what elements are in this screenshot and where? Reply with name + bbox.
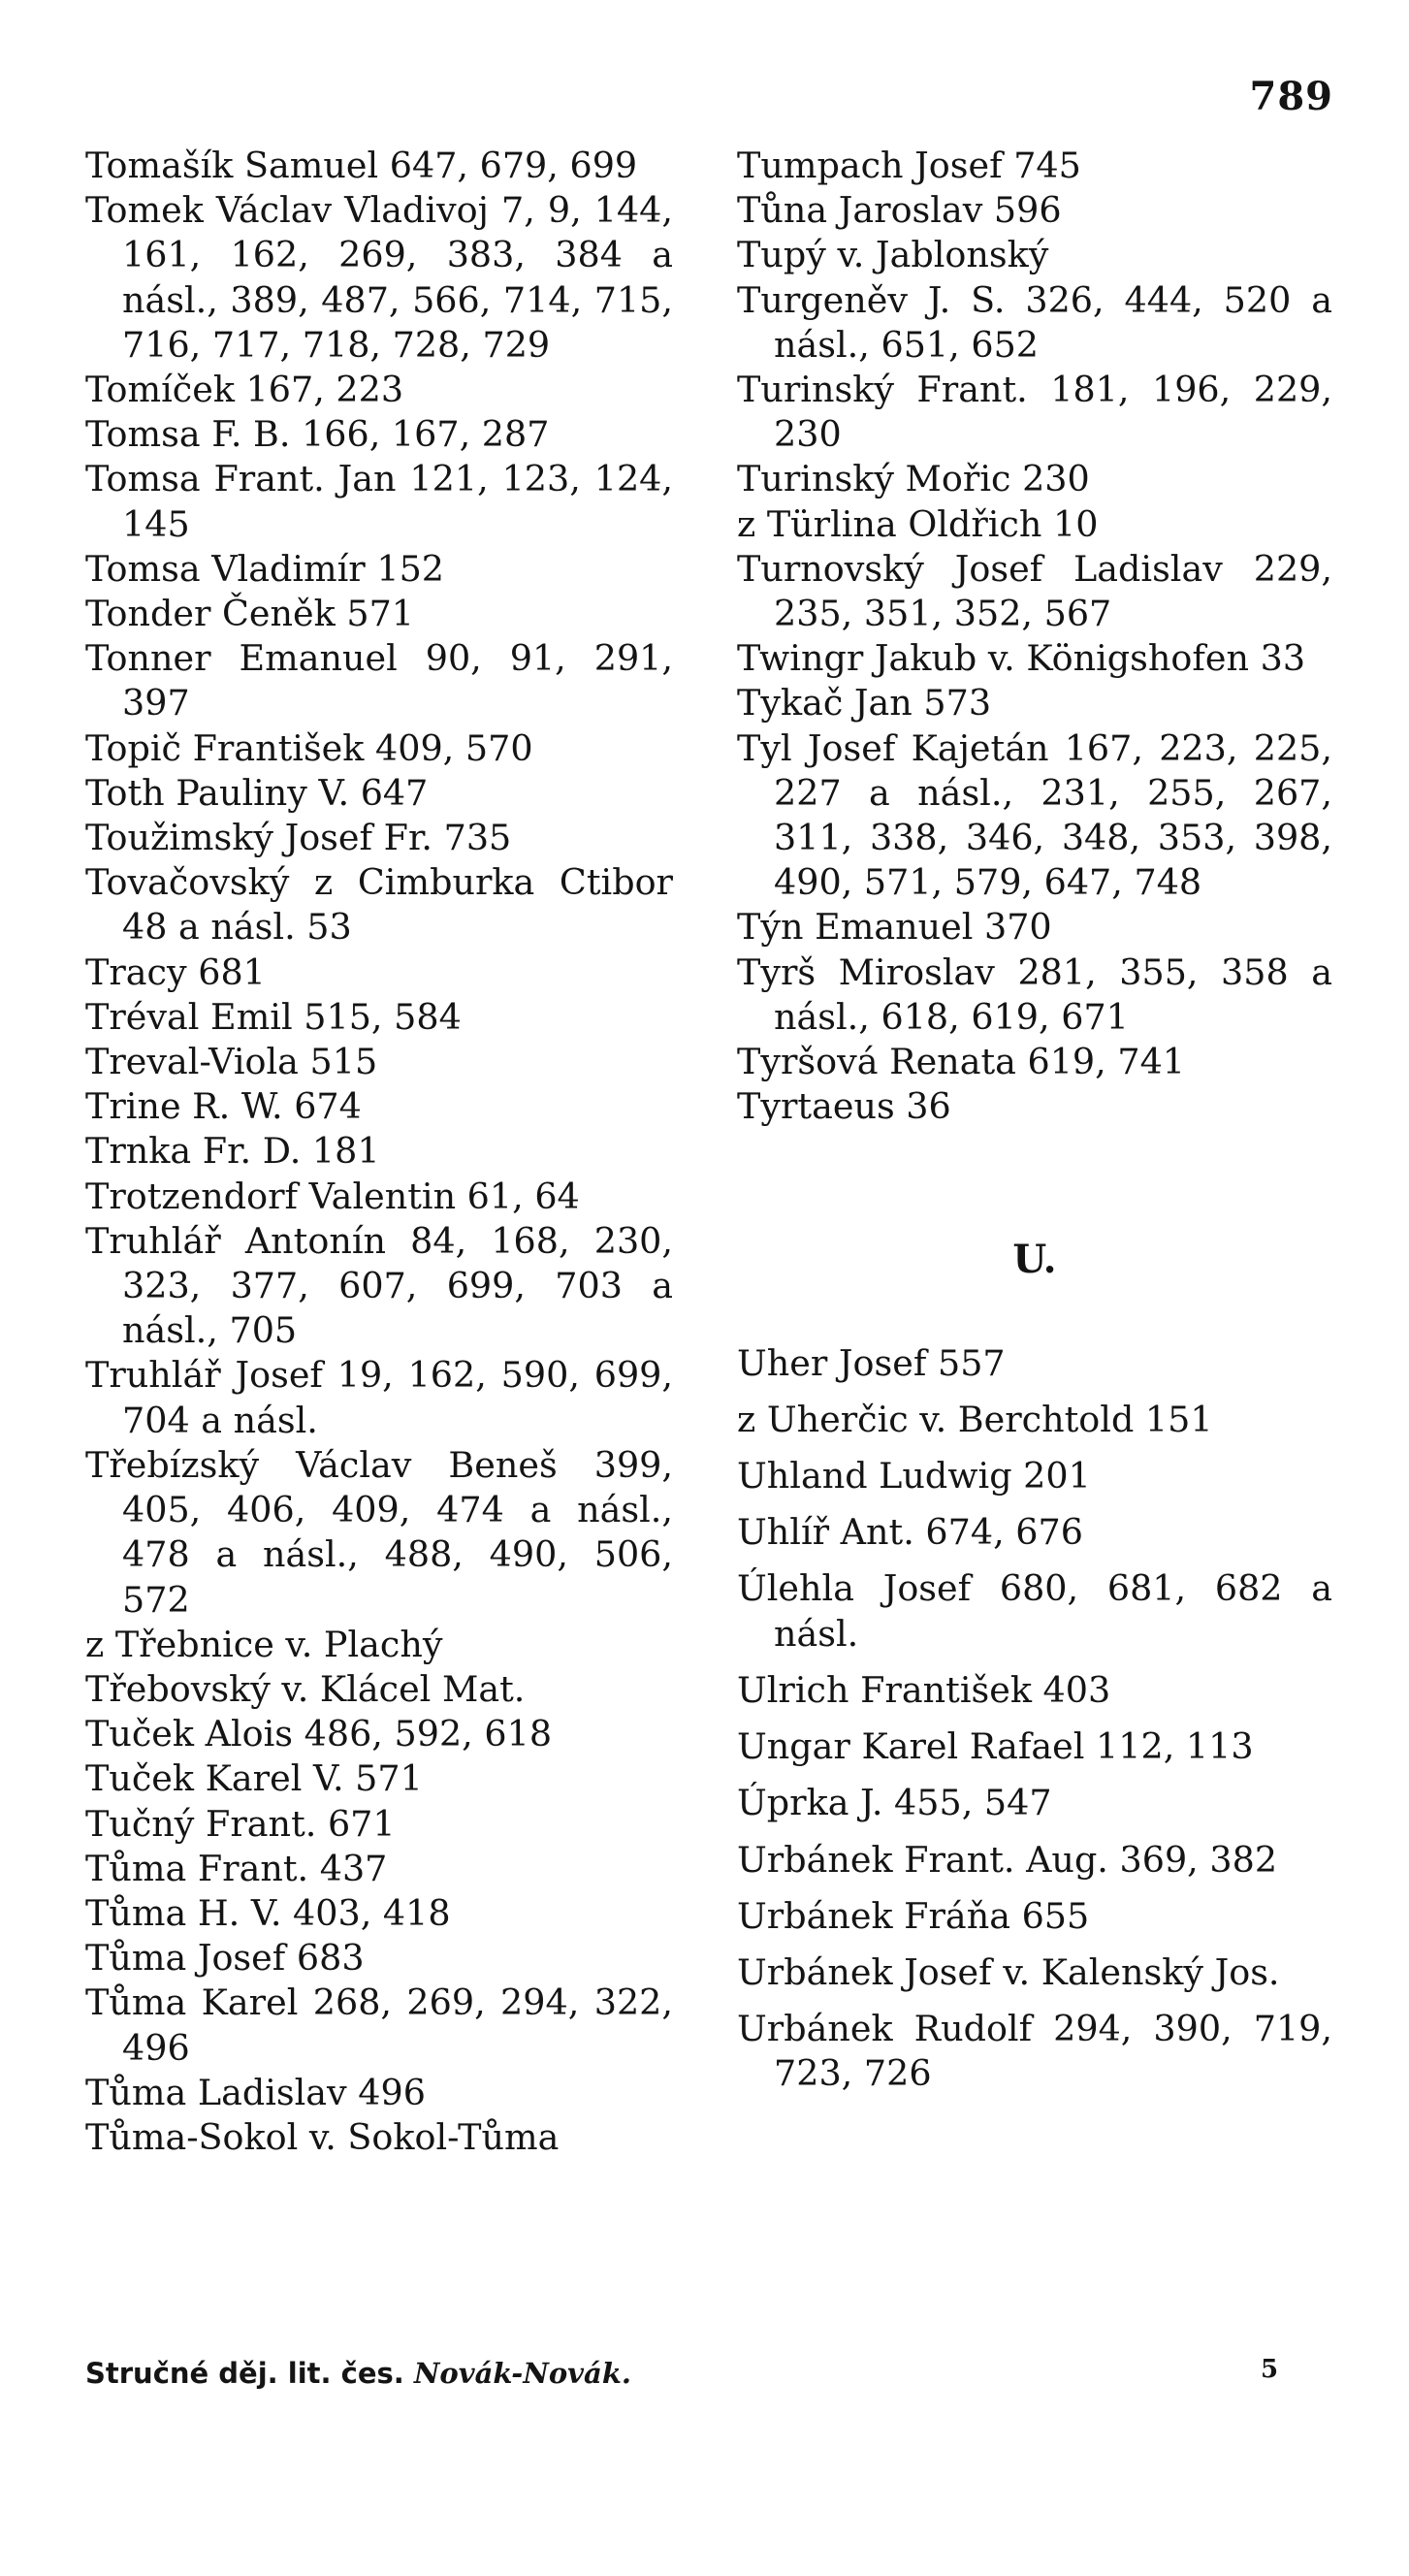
index-entry: Tyl Josef Kajetán 167, 223, 225, 227 a násl., 231, 255, 267, 311, 338, 346, 348, 353, 398, 490, 571, 579, 647, 748 (737, 726, 1332, 904)
index-entry: z Türlina Oldřich 10 (737, 502, 1099, 545)
index-entry: Tomašík Samuel 647, 679, 699 (85, 145, 638, 186)
index-entry: Tomíček 167, 223 (85, 369, 404, 411)
index-entry: Turinský Mořic 230 (737, 458, 1090, 500)
index-entry: Turinský Frant. 181, 196, 229, 230 (737, 369, 1332, 456)
index-entry: Úlehla Josef 680, 681, 682 a násl. (737, 1567, 1332, 1655)
index-entry: Tůma Frant. 437 (85, 1847, 388, 1889)
index-entry: Tonder Čeněk 571 (85, 593, 415, 635)
index-entry: Turnovský Josef Ladislav 229, 235, 351, 352, 567 (737, 547, 1332, 635)
index-entry: Tonner Emanuel 90, 91, 291, 397 (85, 637, 673, 724)
index-entry: z Třebnice v. Plachý (85, 1623, 443, 1665)
index-entry: Trnka Fr. D. 181 (85, 1130, 380, 1173)
index-entry: Topič František 409, 570 (85, 726, 533, 769)
index-entry: Toužimský Josef Fr. 735 (85, 817, 512, 859)
index-entry: Urbánek Rudolf 294, 390, 719, 723, 726 (737, 2008, 1332, 2095)
index-entry: Tuček Karel V. 571 (85, 1757, 423, 1800)
index-entry: Týn Emanuel 370 (737, 906, 1052, 949)
index-entry: Tyrš Miroslav 281, 355, 358 a násl., 618, 619, 671 (737, 950, 1332, 1038)
index-entry: Tůma Karel 268, 269, 294, 322, 496 (85, 1981, 673, 2069)
index-entry: Tůma-Sokol v. Sokol-Tůma (85, 2115, 560, 2158)
index-entry: Uhland Ludwig 201 (737, 1455, 1091, 1497)
index-entry: Tůma Josef 683 (85, 1937, 365, 1980)
index-column-left (85, 144, 673, 2160)
index-entry: Třebízský Václav Beneš 399, 405, 406, 409, 474 a násl., 478 a násl., 488, 490, 506, 572 (85, 1443, 673, 1621)
index-entry: Truhlář Josef 19, 162, 590, 699, 704 a násl. (85, 1354, 673, 1441)
index-entry: Tréval Emil 515, 584 (85, 995, 462, 1038)
footer-title: Stručné děj. lit. čes. (85, 2357, 404, 2390)
index-entry: Uher Josef 557 (737, 1341, 1006, 1384)
index-entry: Tůma Ladislav 496 (85, 2071, 426, 2113)
index-entry: Ulrich František 403 (737, 1668, 1111, 1711)
footer-authors: Novák-Novák. (413, 2357, 632, 2390)
page-number: 789 (1249, 74, 1333, 119)
index-entry: Urbánek Josef v. Kalenský Jos. (737, 1950, 1280, 1993)
index-entry: Uhlíř Ant. 674, 676 (737, 1511, 1083, 1554)
index-entry: Trine R. W. 674 (85, 1085, 362, 1128)
index-entry: Tomsa Frant. Jan 121, 123, 124, 145 (85, 458, 673, 545)
index-entry: Tučný Frant. 671 (85, 1802, 396, 1845)
index-entry: Tykač Jan 573 (737, 682, 992, 724)
index-entry: Tupý v. Jablonský (737, 234, 1049, 276)
index-entry: Tracy 681 (85, 950, 266, 993)
index-column-right (737, 144, 1332, 2097)
index-entry: Úprka J. 455, 547 (737, 1782, 1052, 1824)
signature-mark: 5 (1261, 2355, 1279, 2384)
index-entry: Treval-Viola 515 (85, 1041, 378, 1083)
index-entry: Trotzendorf Valentin 61, 64 (85, 1175, 580, 1217)
index-entry: Tyrtaeus 36 (737, 1085, 951, 1128)
index-entry: Tuček Alois 486, 592, 618 (85, 1713, 553, 1755)
index-entry: Tomsa F. B. 166, 167, 287 (85, 413, 550, 456)
index-entry: Třebovský v. Klácel Mat. (85, 1667, 526, 1710)
section-heading: U. (1012, 1237, 1057, 1283)
index-entry: Tumpach Josef 745 (737, 145, 1081, 186)
index-entry: Tůna Jaroslav 596 (737, 189, 1062, 232)
index-entry: Turgeněv J. S. 326, 444, 520 a násl., 651, 652 (737, 278, 1332, 366)
index-entry: Urbánek Frant. Aug. 369, 382 (737, 1838, 1278, 1881)
index-entry: Urbánek Fráňa 655 (737, 1894, 1090, 1937)
index-entry: Tomsa Vladimír 152 (85, 547, 445, 590)
page-footer (85, 2357, 631, 2390)
index-entry: Ungar Karel Rafael 112, 113 (737, 1725, 1254, 1768)
index-entry: z Uherčic v. Berchtold 151 (737, 1398, 1213, 1440)
index-entry: Truhlář Antonín 84, 168, 230, 323, 377, 607, 699, 703 a násl., 705 (85, 1219, 673, 1352)
index-entry: Twingr Jakub v. Königshofen 33 (737, 637, 1306, 680)
index-entry: Tovačovský z Cimburka Ctibor 48 a násl. 53 (85, 861, 673, 949)
index-entry: Tůma H. V. 403, 418 (85, 1891, 451, 1934)
index-entry: Tomek Václav Vladivoj 7, 9, 144, 161, 162, 269, 383, 384 a násl., 389, 487, 566, 714, 715, 716, 717, 718, 728, 729 (85, 189, 673, 366)
index-entry: Toth Pauliny V. 647 (85, 771, 429, 814)
index-entry: Tyršová Renata 619, 741 (737, 1041, 1186, 1083)
